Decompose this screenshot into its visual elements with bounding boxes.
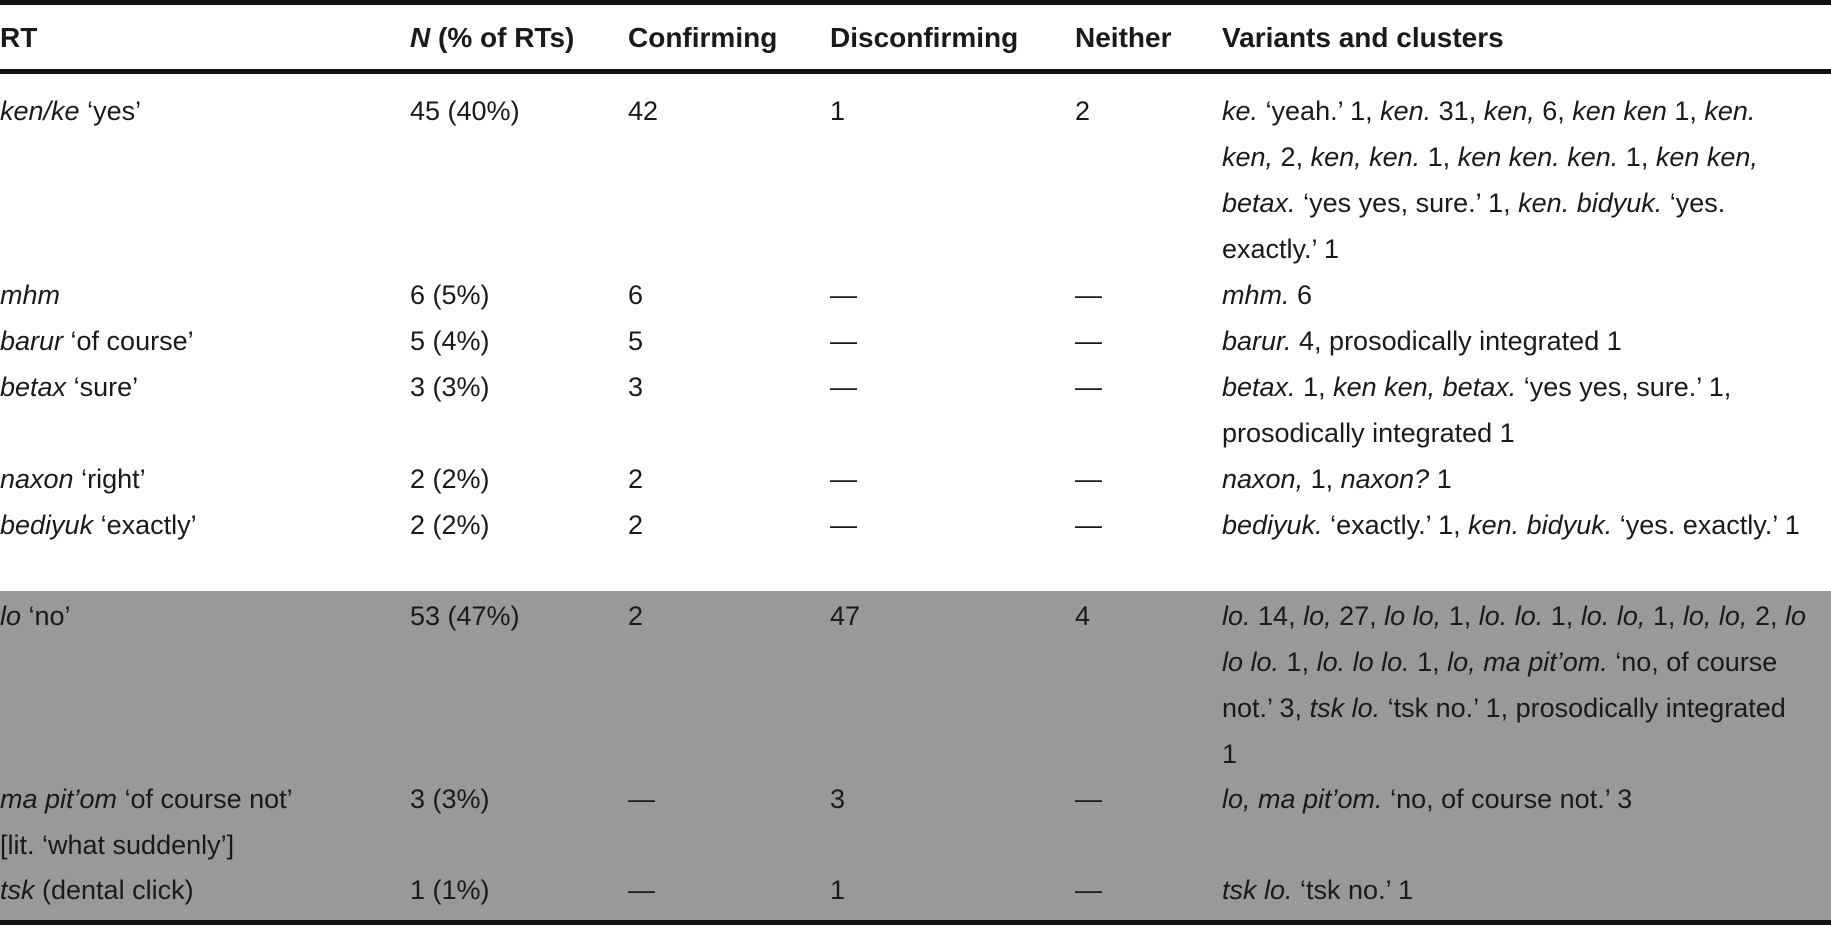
row-betax-n: 3 (3%) [410,372,490,402]
row-ken-neither: 2 [1075,96,1091,126]
table-top-rule [0,0,1831,5]
row-tsk-neither: — [1075,875,1102,905]
row-barur-disconfirming: — [830,326,857,356]
row-mhm-confirming: 6 [628,280,644,310]
row-tsk-disconfirming: 1 [830,875,846,905]
row-ma-pitom-variants: lo, ma pit’om. ‘no, of course not.’ 3 [1222,784,1633,814]
row-tsk-rt: tsk (dental click) [0,875,194,905]
header-rule [0,69,1831,74]
row-lo-variants: lo. 14, lo, 27, lo lo, 1, lo. lo. 1, lo. lo, 1, lo, lo, 2, lo lo lo. 1, lo. lo lo. 1, lo, ma pit’om. ‘no, of course not.’ 3, tsk lo. ‘tsk no.’ 1, prosodically integrated 1 [1222,601,1806,769]
row-naxon-n: 2 (2%) [410,464,490,494]
row-naxon-confirming: 2 [628,464,644,494]
row-bediyuk-neither: — [1075,510,1102,540]
row-ma-pitom-n: 3 (3%) [410,784,490,814]
row-lo-confirming: 2 [628,601,644,631]
row-lo-disconfirming: 47 [830,601,861,631]
row-lo-n: 53 (47%) [410,601,520,631]
row-bediyuk-disconfirming: — [830,510,857,540]
row-barur-n: 5 (4%) [410,326,490,356]
header-disconfirming: Disconfirming [830,22,1019,53]
row-betax-neither: — [1075,372,1102,402]
header-variants: Variants and clusters [1222,22,1504,53]
row-ma-pitom-neither: — [1075,784,1102,814]
header-n [410,18,574,58]
table-bottom-rule [0,920,1831,925]
row-barur-confirming: 5 [628,326,644,356]
row-ken-rt: ken/ke ‘yes’ [0,96,142,126]
row-betax-rt: betax ‘sure’ [0,372,139,402]
row-ma-pitom-rt: ma pit’om ‘of course not’ [lit. ‘what suddenly’] [0,784,293,860]
row-ken-disconfirming: 1 [830,96,846,126]
row-bediyuk-variants: bediyuk. ‘exactly.’ 1, ken. bidyuk. ‘yes. exactly.’ 1 [1222,510,1800,540]
header-n-italic: N [410,22,431,53]
row-tsk-n: 1 (1%) [410,875,490,905]
row-ma-pitom-confirming: — [628,784,655,814]
row-barur-neither: — [1075,326,1102,356]
header-neither: Neither [1075,22,1172,53]
row-tsk-confirming: — [628,875,655,905]
row-lo-neither: 4 [1075,601,1091,631]
row-betax-variants: betax. 1, ken ken, betax. ‘yes yes, sure.’ 1, prosodically integrated 1 [1222,372,1732,448]
row-barur-variants: barur. 4, prosodically integrated 1 [1222,326,1622,356]
row-naxon-neither: — [1075,464,1102,494]
row-barur-rt: barur ‘of course’ [0,326,194,356]
row-ken-confirming: 42 [628,96,659,126]
row-naxon-disconfirming: — [830,464,857,494]
row-mhm-disconfirming: — [830,280,857,310]
row-bediyuk-confirming: 2 [628,510,644,540]
row-mhm-variants: mhm. 6 [1222,280,1313,310]
header-confirming: Confirming [628,22,778,53]
row-bediyuk-n: 2 (2%) [410,510,490,540]
header-n-rest: (% of RTs) [430,22,575,53]
row-naxon-variants: naxon, 1, naxon? 1 [1222,464,1452,494]
row-ma-pitom-disconfirming: 3 [830,784,846,814]
row-betax-disconfirming: — [830,372,857,402]
row-mhm-rt: mhm [0,280,60,310]
row-naxon-rt: naxon ‘right’ [0,464,146,494]
header-rt: RT [0,22,38,53]
row-bediyuk-rt: bediyuk ‘exactly’ [0,510,197,540]
row-mhm-neither: — [1075,280,1102,310]
row-tsk-variants: tsk lo. ‘tsk no.’ 1 [1222,875,1414,905]
row-betax-confirming: 3 [628,372,644,402]
row-ken-variants: ke. ‘yeah.’ 1, ken. 31, ken, 6, ken ken 1, ken. ken, 2, ken, ken. 1, ken ken. ken. 1, ken ken, betax. ‘yes yes, sure.’ 1, ken. bidyuk. ‘yes. exactly.’ 1 [1222,96,1758,264]
row-ken-n: 45 (40%) [410,96,520,126]
row-lo-rt: lo ‘no’ [0,601,71,631]
row-mhm-n: 6 (5%) [410,280,490,310]
